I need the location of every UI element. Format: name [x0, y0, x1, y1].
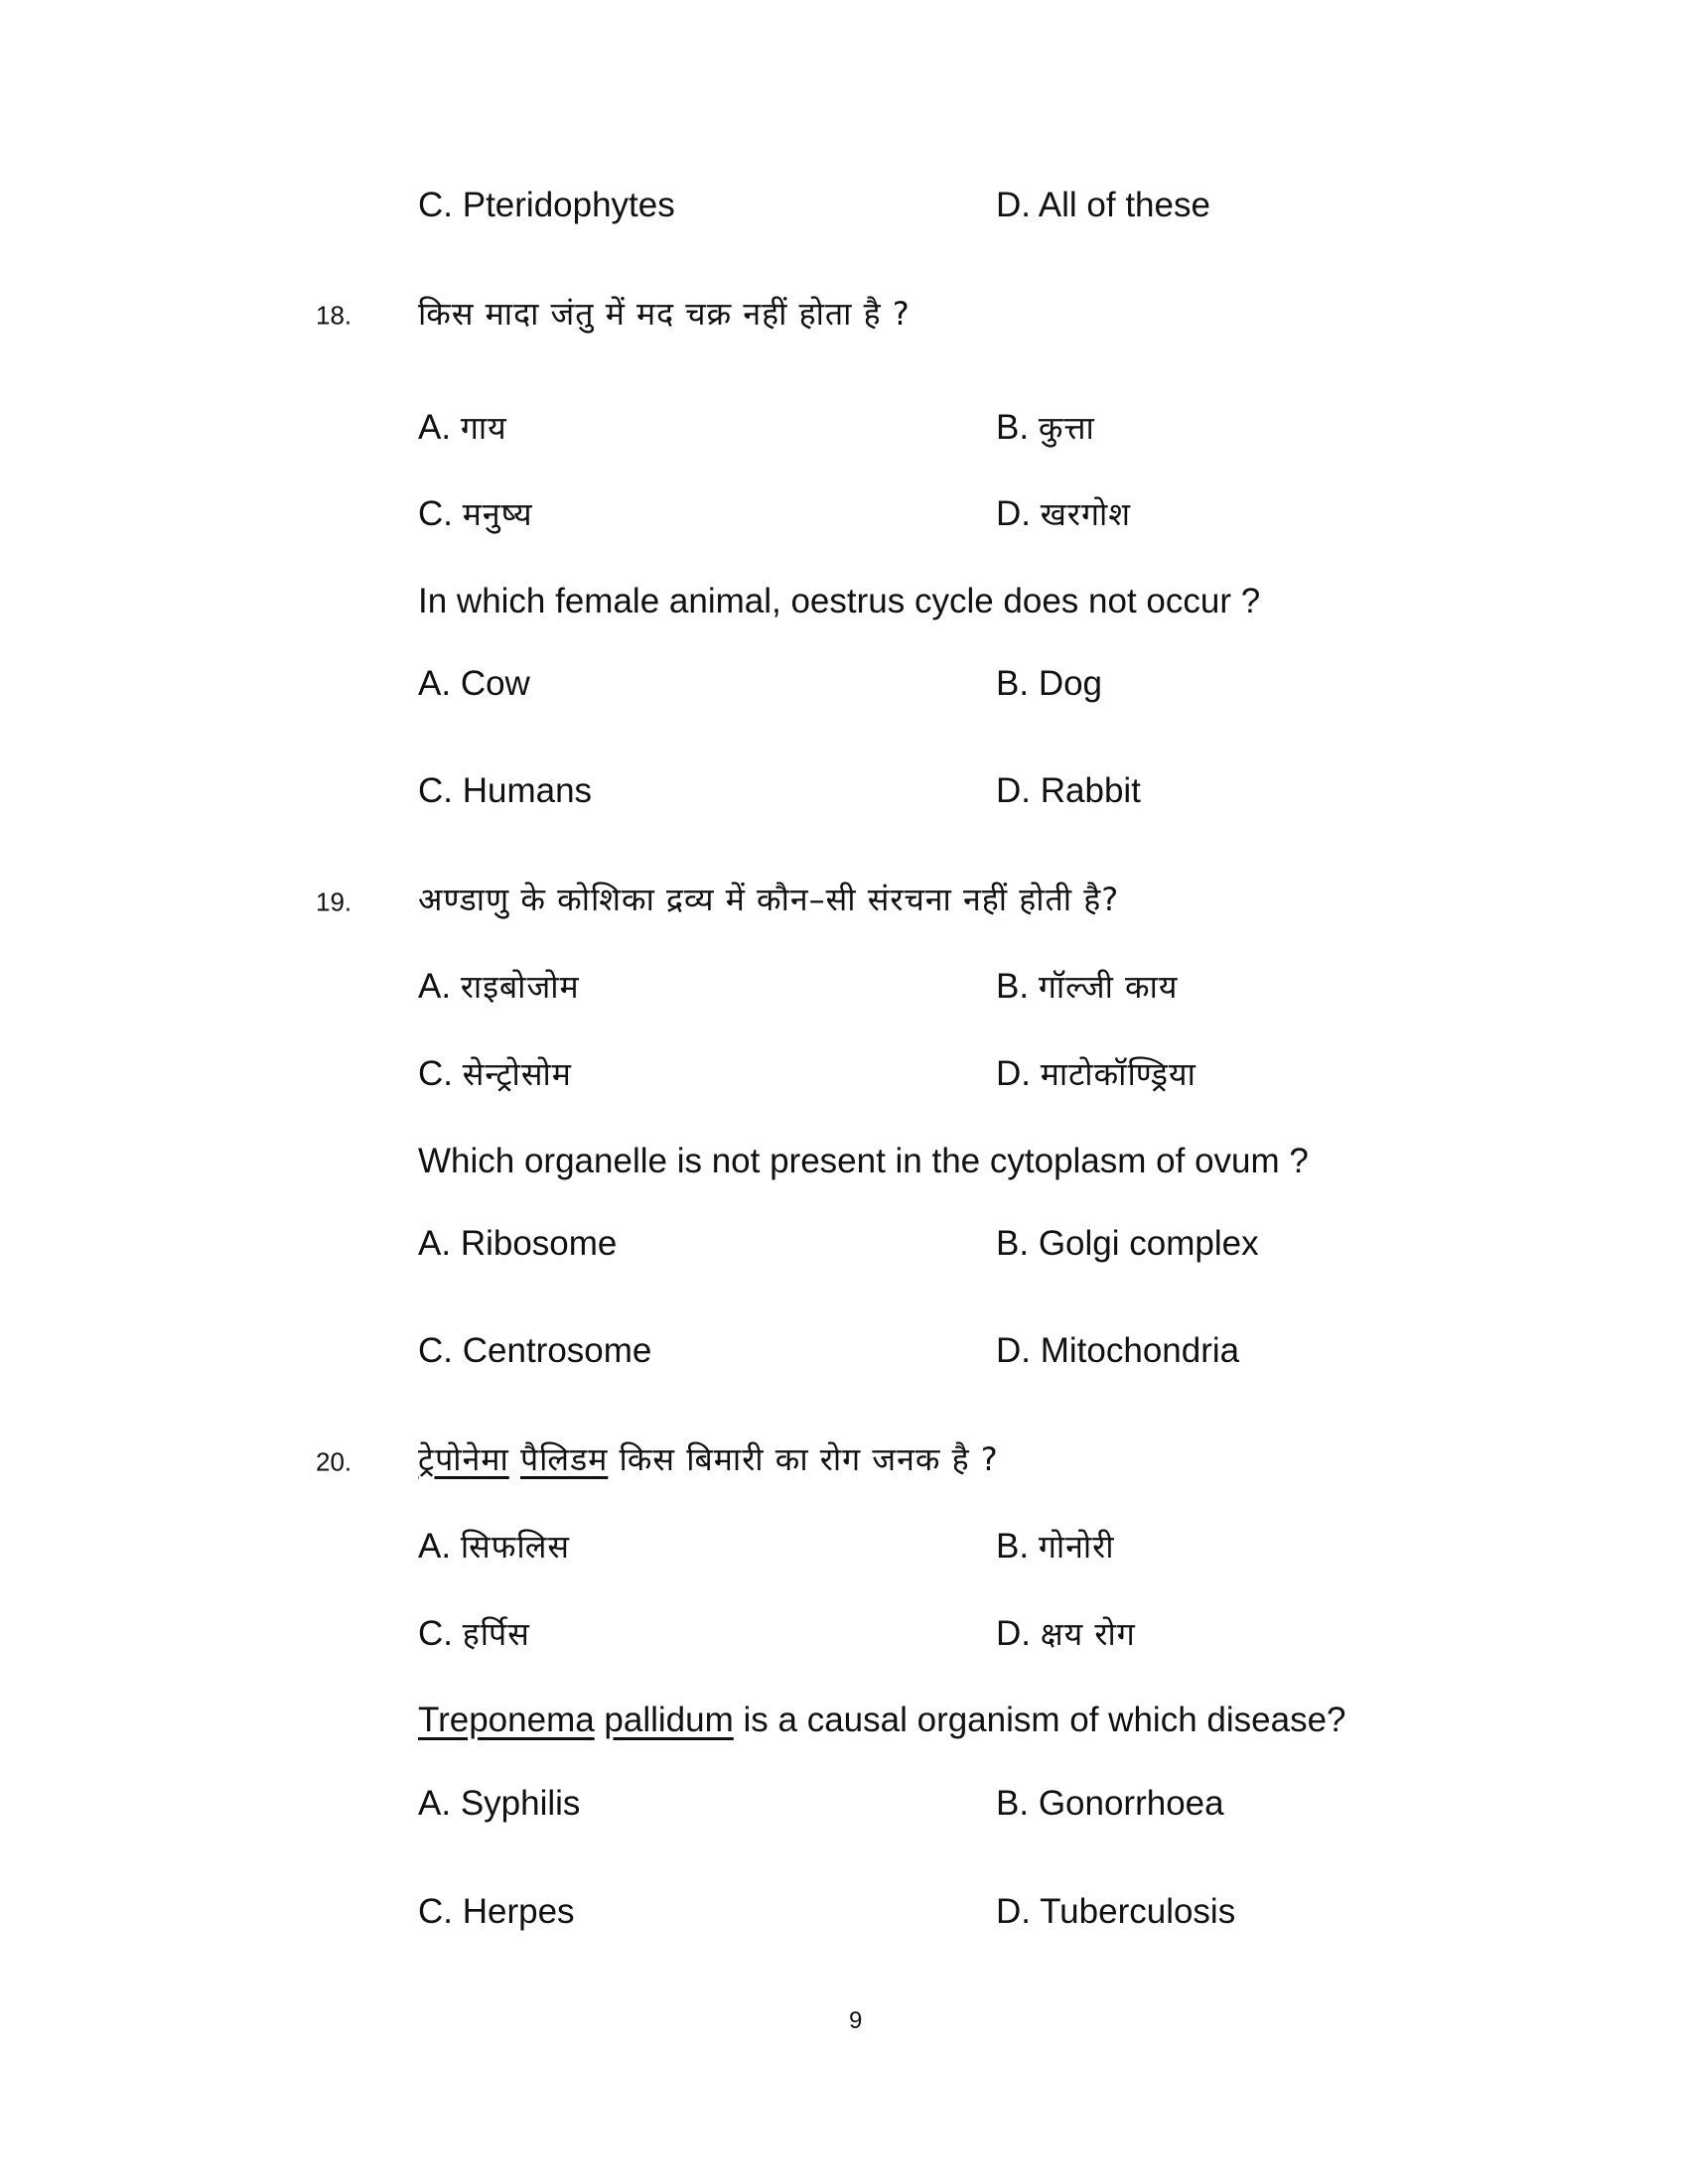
option-label: A.: [418, 967, 452, 1006]
option-label: C.: [418, 186, 453, 224]
option-text: गॉल्जी काय: [1038, 968, 1179, 1006]
option-text: Rabbit: [1040, 771, 1141, 810]
option-text: हर्पिस: [462, 1615, 530, 1653]
q19-english-question: Which organelle is not present in the cytoplasm of ovum ?: [418, 1142, 1309, 1180]
q19-hindi-option-a: [418, 965, 580, 1009]
option-label: C.: [418, 1054, 453, 1093]
option-label: B.: [996, 1224, 1030, 1263]
q19-hindi-option-d: [996, 1052, 1196, 1096]
q20-hindi-option-d: [996, 1612, 1136, 1656]
option-text: Dog: [1038, 664, 1103, 703]
q19-hindi-option-c: [418, 1052, 572, 1096]
option-text: राइबोजोम: [460, 968, 580, 1006]
option-text: Mitochondria: [1040, 1331, 1240, 1370]
q20-english-option-d: [996, 1890, 1235, 1934]
q20-english-option-b: [996, 1782, 1224, 1826]
q19-english-option-b: [996, 1222, 1259, 1266]
option-label: C.: [418, 771, 453, 810]
option-label: A.: [418, 408, 452, 447]
option-label: B.: [996, 967, 1030, 1006]
option-text: कुत्ता: [1038, 409, 1095, 447]
option-label: C.: [418, 1331, 453, 1370]
q18-hindi-question: किस मादा जंतु में मद चक्र नहीं होता है ?: [418, 295, 911, 333]
option-text: सिफलिस: [460, 1528, 571, 1566]
q20-hindi-option-c: [418, 1612, 530, 1656]
option-text: मनुष्य: [462, 495, 533, 533]
option-text: Golgi complex: [1038, 1224, 1259, 1263]
option-label: C.: [418, 1892, 453, 1931]
q20-english-option-c: [418, 1890, 575, 1934]
option-text: Tuberculosis: [1040, 1892, 1236, 1931]
q20-hindi-option-a: [418, 1525, 570, 1569]
q20-hindi-option-b: [996, 1525, 1115, 1569]
q20-english-question: [418, 1699, 1346, 1742]
option-label: D.: [996, 1331, 1031, 1370]
q18-hindi-option-b: [996, 406, 1095, 450]
option-label: C.: [418, 1614, 453, 1653]
option-text: All of these: [1038, 186, 1210, 224]
page-number: 9: [849, 2007, 863, 2034]
option-label: C.: [418, 494, 453, 533]
option-text: क्षय रोग: [1040, 1615, 1136, 1653]
underlined-term: Treponema: [418, 1701, 595, 1739]
question-number-19: 19.: [316, 887, 352, 917]
option-text: Pteridophytes: [462, 186, 675, 224]
underlined-term: pallidum: [604, 1701, 734, 1739]
option-label: B.: [996, 1784, 1030, 1823]
option-text: Centrosome: [462, 1331, 652, 1370]
q20-english-option-a: [418, 1782, 580, 1826]
q19-english-option-c: [418, 1329, 651, 1373]
question-text: किस बिमारी का रोग जनक है ?: [619, 1440, 999, 1478]
underlined-term: ट्रेपोनेमा: [418, 1440, 509, 1478]
option-text: सेन्ट्रोसोम: [462, 1055, 572, 1093]
option-text: खरगोश: [1040, 495, 1132, 533]
q19-hindi-option-b: [996, 965, 1178, 1009]
option-label: D.: [996, 1054, 1031, 1093]
q18-english-option-a: [418, 662, 530, 706]
q18-english-question: In which female animal, oestrus cycle does not occur ?: [418, 582, 1261, 620]
option-text: माटोकॉण्ड्रिया: [1040, 1055, 1196, 1093]
option-label: A.: [418, 664, 452, 703]
option-label: B.: [996, 408, 1030, 447]
option-label: B.: [996, 664, 1030, 703]
option-text: गोनोरी: [1038, 1528, 1115, 1566]
option-text: Cow: [460, 664, 530, 703]
q19-english-option-d: [996, 1329, 1239, 1373]
q18-hindi-option-c: [418, 492, 533, 536]
q18-hindi-option-d: [996, 492, 1131, 536]
question-text: is a causal organism of which disease?: [743, 1701, 1346, 1739]
q18-english-option-d: [996, 769, 1141, 813]
q18-english-option-b: [996, 662, 1102, 706]
option-label: D.: [996, 1614, 1031, 1653]
q19-hindi-question: अण्डाणु के कोशिका द्रव्य में कौन–सी संरचना नहीं होती है?: [418, 881, 1120, 918]
option-text: Syphilis: [460, 1784, 581, 1823]
option-label: A.: [418, 1784, 452, 1823]
option-label: D.: [996, 771, 1031, 810]
q20-hindi-question: [418, 1437, 999, 1481]
q17-option-c: [418, 184, 675, 227]
option-text: Ribosome: [460, 1224, 618, 1263]
underlined-term: पैलिडम: [519, 1440, 609, 1478]
option-label: D.: [996, 1892, 1031, 1931]
option-text: गाय: [460, 409, 507, 447]
option-label: A.: [418, 1224, 452, 1263]
option-text: Humans: [462, 771, 593, 810]
option-label: D.: [996, 186, 1031, 224]
option-text: Gonorrhoea: [1038, 1784, 1224, 1823]
option-text: Herpes: [462, 1892, 575, 1931]
option-label: B.: [996, 1527, 1030, 1566]
question-number-20: 20.: [316, 1446, 352, 1477]
q18-hindi-option-a: [418, 406, 507, 450]
question-number-18: 18.: [316, 300, 352, 331]
option-label: D.: [996, 494, 1031, 533]
q18-english-option-c: [418, 769, 592, 813]
q17-option-d: [996, 184, 1210, 227]
q19-english-option-a: [418, 1222, 617, 1266]
option-label: A.: [418, 1527, 452, 1566]
